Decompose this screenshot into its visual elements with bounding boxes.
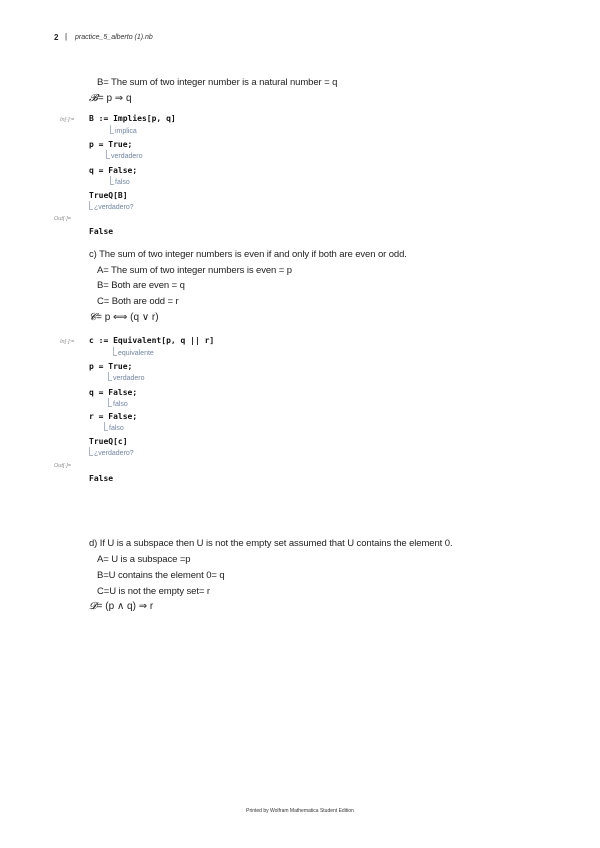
output-label-c: Out[·]= — [54, 463, 71, 469]
c-line-b: B= Both are even = q — [97, 280, 185, 291]
formula-b — [89, 93, 132, 104]
code-line-c1[interactable]: c := Equivalent[p, q || r] — [89, 336, 215, 345]
code-line-c5[interactable]: TrueQ[c] — [89, 437, 128, 446]
output-b: False — [89, 227, 114, 236]
tooltip-implica-label: implica — [115, 128, 137, 135]
tooltip-equivalente — [113, 347, 154, 357]
formula-b-letter: 𝓑 — [89, 93, 98, 104]
print-footer: Printed by Wolfram Mathematica Student Edition — [246, 808, 354, 814]
tooltip-falso-c2-label: falso — [109, 425, 124, 432]
formula-c — [89, 312, 159, 323]
code-line-b2[interactable]: p = True; — [89, 140, 133, 149]
formula-d-rest: = (p ∧ q) ⇒ r — [96, 601, 154, 612]
c-line-c: C= Both are odd = r — [97, 296, 179, 307]
code-line-c3[interactable]: q = False; — [89, 388, 138, 397]
tooltip-verdadero-q-c-label: ¿verdadero? — [94, 450, 134, 457]
heading-c: c) The sum of two integer numbers is even if and only if both are even or odd. — [89, 249, 407, 260]
page-number: 2 — [54, 33, 59, 42]
tooltip-verdadero-b — [106, 150, 143, 160]
tooltip-implica — [110, 125, 137, 135]
tooltip-verdadero-q-b — [89, 201, 134, 211]
tooltip-verdadero-b-label: verdadero — [111, 153, 143, 160]
input-label-c: In[·]:= — [60, 339, 75, 345]
input-label-b: In[·]:= — [60, 117, 75, 123]
code-line-b3[interactable]: q = False; — [89, 166, 138, 175]
heading-d: d) If U is a subspace then U is not the empty set assumed that U contains the element 0. — [89, 538, 453, 549]
tooltip-falso-b-label: falso — [115, 179, 130, 186]
c-line-a: A= The sum of two integer numbers is even = p — [97, 265, 292, 276]
statement-b: B= The sum of two integer number is a natural number = q — [97, 77, 338, 88]
code-line-c2[interactable]: p = True; — [89, 362, 133, 371]
tooltip-falso-c1 — [108, 398, 128, 408]
output-label-b: Out[·]= — [54, 216, 71, 222]
code-line-c4[interactable]: r = False; — [89, 412, 138, 421]
tooltip-equivalente-label: equivalente — [118, 350, 154, 357]
tooltip-falso-c2 — [104, 422, 124, 432]
formula-c-letter: 𝓒 — [89, 312, 97, 323]
d-line-a: A= U is a subspace =p — [97, 554, 191, 565]
tooltip-verdadero-c — [108, 372, 145, 382]
code-line-b1[interactable]: B := Implies[p, q] — [89, 114, 176, 123]
tooltip-falso-c1-label: falso — [113, 401, 128, 408]
d-line-b: B=U contains the element 0= q — [97, 570, 225, 581]
output-c: False — [89, 474, 114, 483]
header-separator: | — [65, 32, 68, 41]
tooltip-verdadero-q-c — [89, 447, 134, 457]
tooltip-falso-b — [110, 176, 130, 186]
code-line-b4[interactable]: TrueQ[B] — [89, 191, 128, 200]
d-line-c: C=U is not the empty set= r — [97, 586, 210, 597]
formula-d-letter: 𝓓 — [89, 601, 97, 612]
file-title: practice_5_alberto (1).nb — [75, 34, 153, 41]
formula-b-rest: = p ⇒ q — [97, 93, 132, 104]
formula-d — [89, 601, 153, 612]
tooltip-verdadero-c-label: verdadero — [113, 375, 145, 382]
tooltip-verdadero-q-b-label: ¿verdadero? — [94, 204, 134, 211]
formula-c-rest: = p ⟺ (q ∨ r) — [96, 312, 159, 323]
